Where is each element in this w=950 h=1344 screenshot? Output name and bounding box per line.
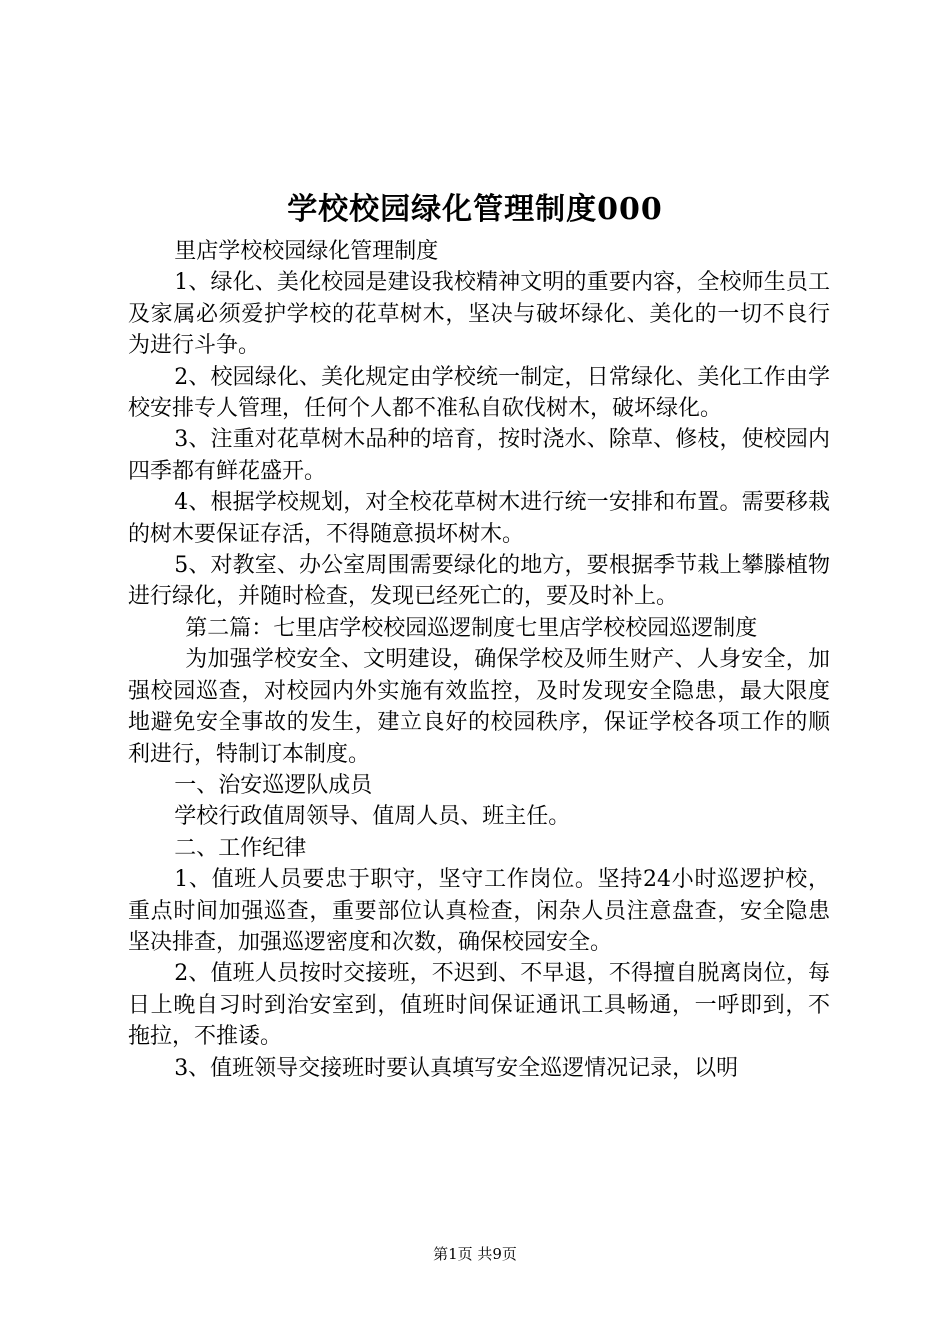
paragraph: 5、对教室、办公室周围需要绿化的地方，要根据季节栽上攀滕植物进行绿化，并随时检查，发现已经死亡的，要及时补上。: [128, 553, 830, 610]
paragraph: 2、校园绿化、美化规定由学校统一制定，日常绿化、美化工作由学校安排专人管理，任何个人都不准私自砍伐树木，破坏绿化。: [128, 364, 830, 422]
paragraph: 里店学校校园绿化管理制度: [174, 239, 439, 264]
paragraph: 学校行政值周领导、值周人员、班主任。: [174, 804, 571, 830]
paragraph: 4、根据学校规划，对全校花草树木进行统一安排和布置。需要移栽的树木要保证存活，不得随意损坏树木。: [128, 490, 830, 547]
paragraph: 一、治安巡逻队成员: [174, 772, 373, 798]
paragraph: 3、注重对花草树木品种的培育，按时浇水、除草、修枝，使校园内四季都有鲜花盛开。: [128, 427, 830, 484]
paragraph: 为加强学校安全、文明建设，确保学校及师生财产、人身安全，加强校园巡查，对校园内外实施有效监控，及时发现安全隐患，最大限度地避免安全事故的发生，建立良好的校园秩序，保证学校各项工作的顺利进行，特制订本制度。: [128, 647, 830, 767]
document-title: 学校校园绿化管理制度000: [287, 192, 663, 227]
page-footer: 第1页 共9页: [433, 1245, 517, 1263]
document-body: [128, 236, 830, 1084]
paragraph: 1、值班人员要忠于职守，坚守工作岗位。坚持24小时巡逻护校，重点时间加强巡查，重要部位认真检查，闲杂人员注意盘查，安全隐患坚决排查，加强巡逻密度和次数，确保校园安全。: [128, 867, 830, 955]
paragraph: 第二篇：七里店学校校园巡逻制度七里店学校校园巡逻制度: [185, 615, 758, 641]
paragraph: 1、绿化、美化校园是建设我校精神文明的重要内容，全校师生员工及家属必须爱护学校的花草树木，坚决与破坏绿化、美化的一切不良行为进行斗争。: [128, 270, 830, 359]
paragraph: 2、值班人员按时交接班，不迟到、不早退，不得擅自脱离岗位，每日上晚自习时到治安室到，值班时间保证通讯工具畅通，一呼即到，不拖拉，不推诿。: [128, 961, 830, 1050]
paragraph: 二、工作纪律: [174, 835, 307, 861]
paragraph: 3、值班领导交接班时要认真填写安全巡逻情况记录，以明: [174, 1055, 739, 1081]
